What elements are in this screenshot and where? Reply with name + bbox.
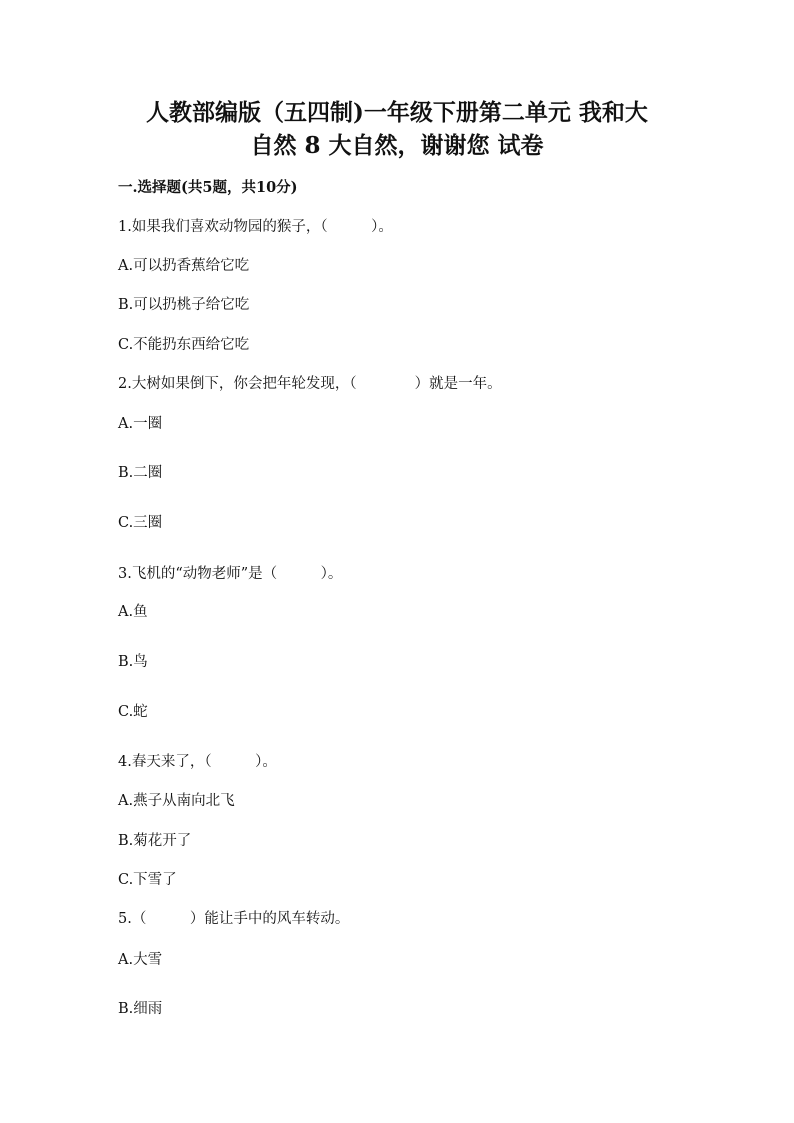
question-2-stem: 2.大树如果倒下，你会把年轮发现，（ ）就是一年。 — [118, 376, 502, 392]
question-1-option-a: A.可以扔香蕉给它吃 — [118, 258, 250, 274]
question-1-option-b: B.可以扔桃子给它吃 — [118, 297, 250, 313]
question-3-option-c: C.蛇 — [118, 704, 148, 720]
question-4-option-c: C.下雪了 — [118, 872, 177, 888]
question-3-stem: 3.飞机的“动物老师”是（ ）。 — [118, 566, 343, 582]
question-5-stem: 5.（ ）能让手中的风车转动。 — [118, 911, 350, 927]
question-4-stem: 4.春天来了，（ ）。 — [118, 754, 277, 770]
question-4-option-b: B.菊花开了 — [118, 833, 192, 849]
document-title-line1: 人教部编版（五四制)一年级下册第二单元 我和大 — [146, 99, 648, 126]
question-3-option-a: A.鱼 — [118, 604, 148, 620]
question-2-option-a: A.一圈 — [118, 416, 163, 432]
section-heading: 一.选择题(共5题，共10分) — [118, 179, 298, 196]
question-1-option-c: C.不能扔东西给它吃 — [118, 337, 250, 353]
document-title-line2: 自然 8 大自然，谢谢您 试卷 — [250, 132, 544, 159]
question-2-option-b: B.二圈 — [118, 465, 163, 481]
question-5-option-a: A.大雪 — [118, 952, 163, 968]
question-5-option-b: B.细雨 — [118, 1001, 163, 1017]
question-2-option-c: C.三圈 — [118, 515, 163, 531]
question-4-option-a: A.燕子从南向北飞 — [118, 793, 235, 809]
question-3-option-b: B.鸟 — [118, 654, 148, 670]
question-1-stem: 1.如果我们喜欢动物园的猴子，（ ）。 — [118, 219, 393, 235]
